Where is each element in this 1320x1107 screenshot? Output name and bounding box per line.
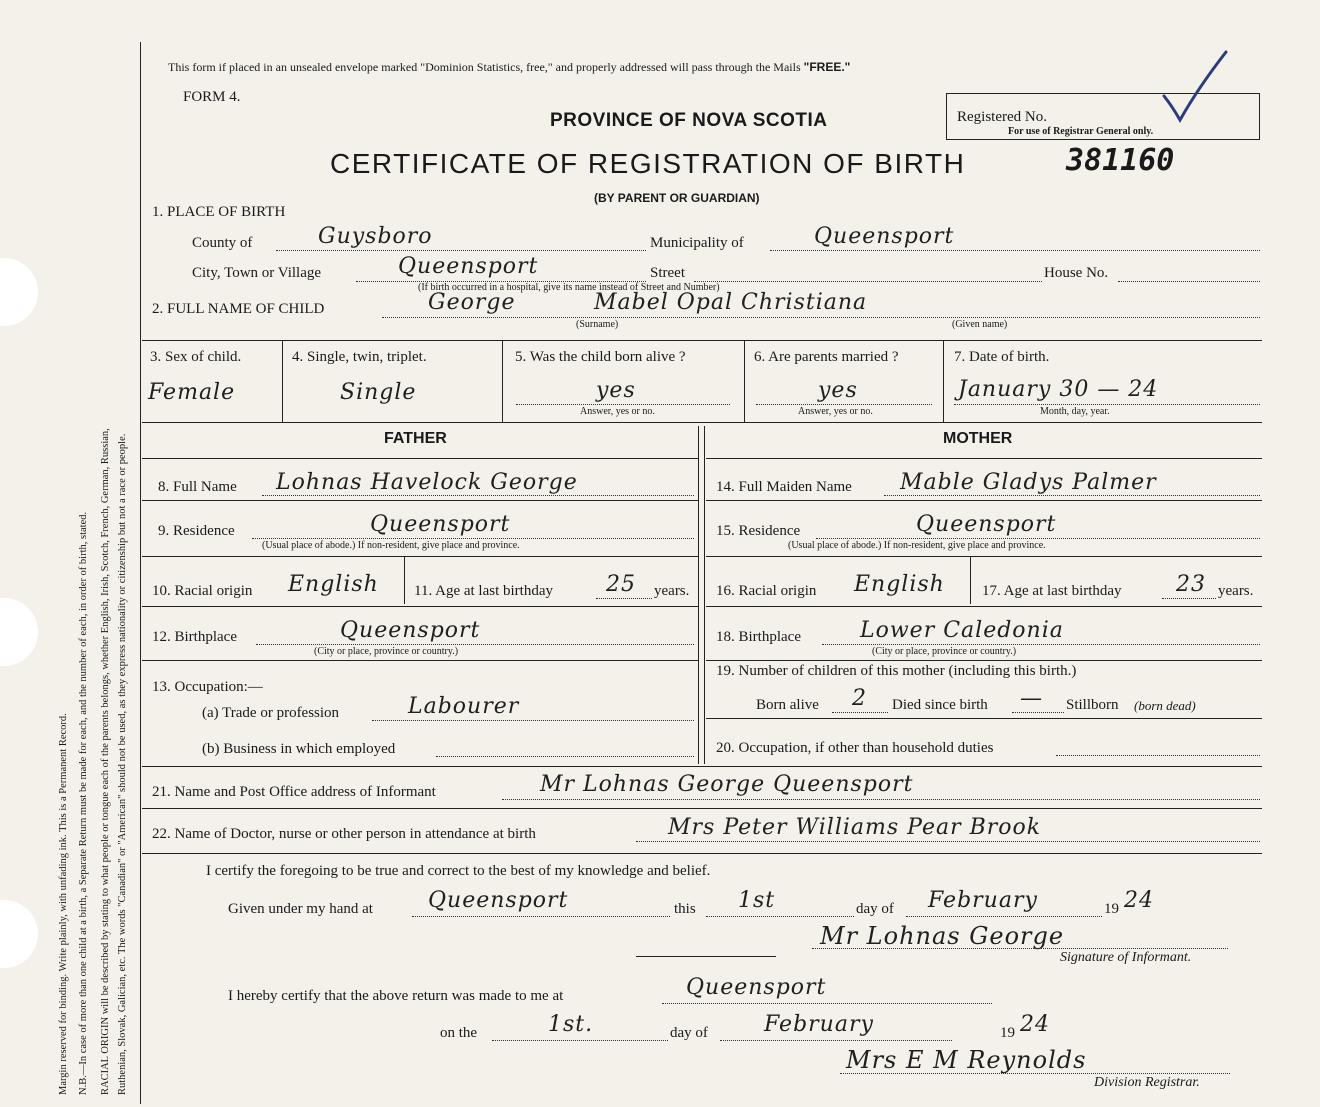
col-divider-1 <box>282 340 283 422</box>
registrar-signature-line <box>840 1073 1230 1074</box>
rule-1 <box>142 340 1262 341</box>
certify-month-value: February <box>928 888 1038 913</box>
mother-rule-2 <box>706 500 1262 501</box>
child-surname: George <box>428 290 516 315</box>
form-number: FORM 4. <box>183 89 241 105</box>
street-line <box>694 281 1042 282</box>
father-rule-2 <box>142 500 698 501</box>
father-trade-value: Labourer <box>408 694 520 719</box>
mother-birthplace-line <box>822 644 1260 645</box>
registrar-day-line <box>492 1040 668 1041</box>
parents-married-note: Answer, yes or no. <box>798 406 873 417</box>
col-divider-3 <box>744 340 745 422</box>
father-racial-value: English <box>288 572 379 597</box>
given-label: Given under my hand at <box>228 901 373 917</box>
mother-birthplace-value: Lower Caledonia <box>860 618 1064 643</box>
county-label: County of <box>192 235 253 251</box>
stillborn-note: (born dead) <box>1134 698 1196 713</box>
date-of-birth-label: 7. Date of birth. <box>954 349 1050 365</box>
father-rule-5 <box>142 660 698 661</box>
died-since-birth-line <box>1012 712 1064 713</box>
municipality-value: Queensport <box>814 224 955 249</box>
father-residence-note: (Usual place of abode.) If non-resident, give place and province. <box>262 540 520 551</box>
given-place-line <box>412 916 670 917</box>
rule-2 <box>142 422 1262 423</box>
surname-note: (Surname) <box>576 319 619 330</box>
registered-label: Registered No. <box>957 109 1047 125</box>
informant-line <box>502 799 1260 800</box>
mother-residence-note: (Usual place of abode.) If non-resident, give place and province. <box>788 540 1046 551</box>
rule-informant <box>142 766 1262 767</box>
place-of-birth-label: 1. PLACE OF BIRTH <box>152 204 286 220</box>
street-label: Street <box>650 265 685 281</box>
date-of-birth-note: Month, day, year. <box>1040 406 1110 417</box>
date-of-birth-line <box>954 404 1260 405</box>
father-heading: FATHER <box>384 430 447 447</box>
father-name-label: 8. Full Name <box>158 479 237 495</box>
father-residence-value: Queensport <box>370 512 511 537</box>
died-since-birth-value: — <box>1020 686 1043 711</box>
registrar-month-line <box>720 1040 952 1041</box>
parents-divider-left <box>698 426 699 764</box>
informant-label: 21. Name and Post Office address of Informant <box>152 784 436 800</box>
father-racial-label: 10. Racial origin <box>152 583 253 599</box>
mother-rule-5 <box>706 660 1262 661</box>
mother-age-line <box>1162 598 1216 599</box>
mother-age-value: 23 <box>1176 572 1206 597</box>
mother-residence-value: Queensport <box>916 512 1057 537</box>
mother-rule-6 <box>706 718 1262 719</box>
county-line <box>276 250 646 251</box>
mail-notice <box>168 60 850 75</box>
mother-name-label: 14. Full Maiden Name <box>716 479 852 495</box>
registration-number: 381160 <box>1066 143 1175 178</box>
died-since-birth-label: Died since birth <box>892 697 988 713</box>
father-trade-line <box>372 720 694 721</box>
doctor-label: 22. Name of Doctor, nurse or other person in attendance at birth <box>152 826 536 842</box>
city-value: Queensport <box>398 254 539 279</box>
short-divider <box>636 956 776 957</box>
doctor-line <box>636 841 1260 842</box>
informant-signature-line <box>812 948 1228 949</box>
given-place-value: Queensport <box>428 888 569 913</box>
mother-age-label: 17. Age at last birthday <box>982 583 1122 599</box>
province-heading: PROVINCE OF NOVA SCOTIA <box>550 110 828 131</box>
father-age-label: 11. Age at last birthday <box>414 583 553 599</box>
father-age-line <box>596 598 652 599</box>
registrar-on-label: on the <box>440 1025 478 1041</box>
born-alive-line <box>516 404 730 405</box>
rule-certify <box>142 853 1262 854</box>
father-trade-label: (a) Trade or profession <box>202 705 340 721</box>
mother-name-value: Mable Gladys Palmer <box>900 470 1157 495</box>
city-label: City, Town or Village <box>192 265 322 281</box>
parents-married-value: yes <box>818 378 858 403</box>
punch-hole-middle <box>0 598 38 666</box>
margin-note-4: Ruthenian, Slovak, Galician, etc. The words "Canadian" or "American" should not be used, as they express nationality or citizenship but not a race or people. <box>117 433 128 1095</box>
parents-divider-right <box>704 426 705 764</box>
rule-doctor <box>142 808 1262 809</box>
mail-notice-text: This form if placed in an unsealed envelope marked "Dominion Statistics, free," and properly addressed will pass through the Mails <box>168 60 801 74</box>
mail-notice-free: "FREE." <box>803 60 851 74</box>
parents-married-label: 6. Are parents married ? <box>754 349 899 365</box>
house-number-line <box>1118 281 1260 282</box>
mother-racial-label: 16. Racial origin <box>716 583 817 599</box>
born-alive-value: yes <box>596 378 636 403</box>
margin-note-2: N.B.—In case of more than one child at a birth, a Separate Return must be made for each, and the number of each, in order of birth, stated. <box>78 511 89 1095</box>
date-of-birth-value: January 30 — 24 <box>958 377 1159 402</box>
mother-occupation-line <box>1056 755 1260 756</box>
mother-birthplace-note: (City or place, province or country.) <box>872 646 1017 657</box>
certify-day-value: 1st <box>738 888 776 913</box>
registrar-signature-label: Division Registrar. <box>1094 1075 1200 1090</box>
informant-signature: Mr Lohnas George <box>820 922 1065 950</box>
col-divider-4 <box>943 340 944 422</box>
mother-children-label: 19. Number of children of this mother (including this birth.) <box>716 663 1077 679</box>
margin-note-3: RACIAL ORIGIN will be described by stating to what people or tongue each of the parents belongs, whether English, Irish, Scotch, French, German, Russian, <box>100 428 111 1095</box>
registrar-place-line <box>662 1003 992 1004</box>
father-racial-divider <box>404 556 405 604</box>
father-residence-line <box>252 538 694 539</box>
mother-racial-value: English <box>854 572 945 597</box>
father-occupation-label: 13. Occupation:— <box>152 679 263 695</box>
father-residence-label: 9. Residence <box>158 523 235 539</box>
col-divider-2 <box>502 340 503 422</box>
this-label: this <box>674 901 696 917</box>
born-alive-count-value: 2 <box>852 686 867 711</box>
certificate-title: CERTIFICATE OF REGISTRATION OF BIRTH <box>330 148 966 179</box>
father-rule-4 <box>142 606 698 607</box>
stillborn-label: Stillborn <box>1066 697 1119 713</box>
certificate-subtitle: (BY PARENT OR GUARDIAN) <box>594 191 760 205</box>
registrar-dayof-label: day of <box>670 1025 708 1041</box>
mother-rule-4 <box>706 606 1262 607</box>
father-business-line <box>436 756 694 757</box>
informant-value: Mr Lohnas George Queensport <box>540 772 914 797</box>
registrar-day-value: 1st. <box>548 1012 594 1037</box>
house-number-label: House No. <box>1044 265 1109 281</box>
certify-day-line <box>706 916 854 917</box>
sex-label: 3. Sex of child. <box>150 349 242 365</box>
registrar-year-value: 24 <box>1020 1012 1050 1037</box>
father-business-label: (b) Business in which employed <box>202 741 396 757</box>
punch-hole-bottom <box>0 900 38 968</box>
mother-residence-label: 15. Residence <box>716 523 801 539</box>
municipality-label: Municipality of <box>650 235 744 251</box>
check-mark-icon <box>1160 48 1230 128</box>
hospital-note: (If birth occurred in a hospital, give its name instead of Street and Number) <box>418 282 720 293</box>
certify-year-value: 24 <box>1124 888 1154 913</box>
registrar-statement: I hereby certify that the above return was made to me at <box>228 988 564 1004</box>
born-alive-note: Answer, yes or no. <box>580 406 655 417</box>
father-name-line <box>262 495 694 496</box>
father-years-label: years. <box>654 583 690 599</box>
born-alive-count-line <box>832 712 888 713</box>
registrar-month-value: February <box>764 1012 874 1037</box>
doctor-value: Mrs Peter Williams Pear Brook <box>668 815 1042 840</box>
registered-note: For use of Registrar General only. <box>1008 126 1154 137</box>
margin-note-1: Margin reserved for binding. Write plainly, with unfading ink. This is a Permanent Record. <box>58 713 69 1095</box>
father-rule-1 <box>142 458 698 459</box>
mother-rule-3 <box>706 556 1262 557</box>
given-name-note: (Given name) <box>952 319 1008 330</box>
father-birthplace-value: Queensport <box>340 618 481 643</box>
certify-year-prefix: 19 <box>1104 901 1119 917</box>
plurality-value: Single <box>340 380 417 405</box>
child-name-label: 2. FULL NAME OF CHILD <box>152 301 325 317</box>
plurality-label: 4. Single, twin, triplet. <box>292 349 427 365</box>
registrar-signature: Mrs E M Reynolds <box>846 1046 1087 1074</box>
registrar-year-prefix: 19 <box>1000 1025 1015 1041</box>
father-birthplace-label: 12. Birthplace <box>152 629 237 645</box>
certify-month-line <box>906 916 1102 917</box>
certify-dayof-label: day of <box>856 901 894 917</box>
mother-racial-divider <box>970 556 971 604</box>
county-value: Guysboro <box>318 224 433 249</box>
father-name-value: Lohnas Havelock George <box>276 470 578 495</box>
informant-signature-label: Signature of Informant. <box>1060 950 1192 965</box>
father-birthplace-note: (City or place, province or country.) <box>314 646 459 657</box>
father-rule-3 <box>142 556 698 557</box>
born-alive-label: 5. Was the child born alive ? <box>515 349 686 365</box>
registrar-place-value: Queensport <box>686 975 827 1000</box>
child-name-line <box>382 317 1260 318</box>
mother-years-label: years. <box>1218 583 1254 599</box>
father-birthplace-line <box>256 644 694 645</box>
punch-hole-top <box>0 258 38 326</box>
mother-residence-line <box>816 538 1260 539</box>
margin-border <box>140 42 141 1104</box>
certify-statement: I certify the foregoing to be true and correct to the best of my knowledge and belief. <box>206 863 711 879</box>
municipality-line <box>770 250 1260 251</box>
child-given-name: Mabel Opal Christiana <box>594 290 868 315</box>
father-age-value: 25 <box>606 572 636 597</box>
mother-birthplace-label: 18. Birthplace <box>716 629 801 645</box>
mother-heading: MOTHER <box>943 430 1013 447</box>
parents-married-line <box>756 404 932 405</box>
mother-rule-1 <box>706 458 1262 459</box>
mother-name-line <box>884 495 1260 496</box>
born-alive-count-label: Born alive <box>756 697 819 713</box>
mother-occupation-label: 20. Occupation, if other than household duties <box>716 740 994 756</box>
sex-value: Female <box>148 380 236 405</box>
